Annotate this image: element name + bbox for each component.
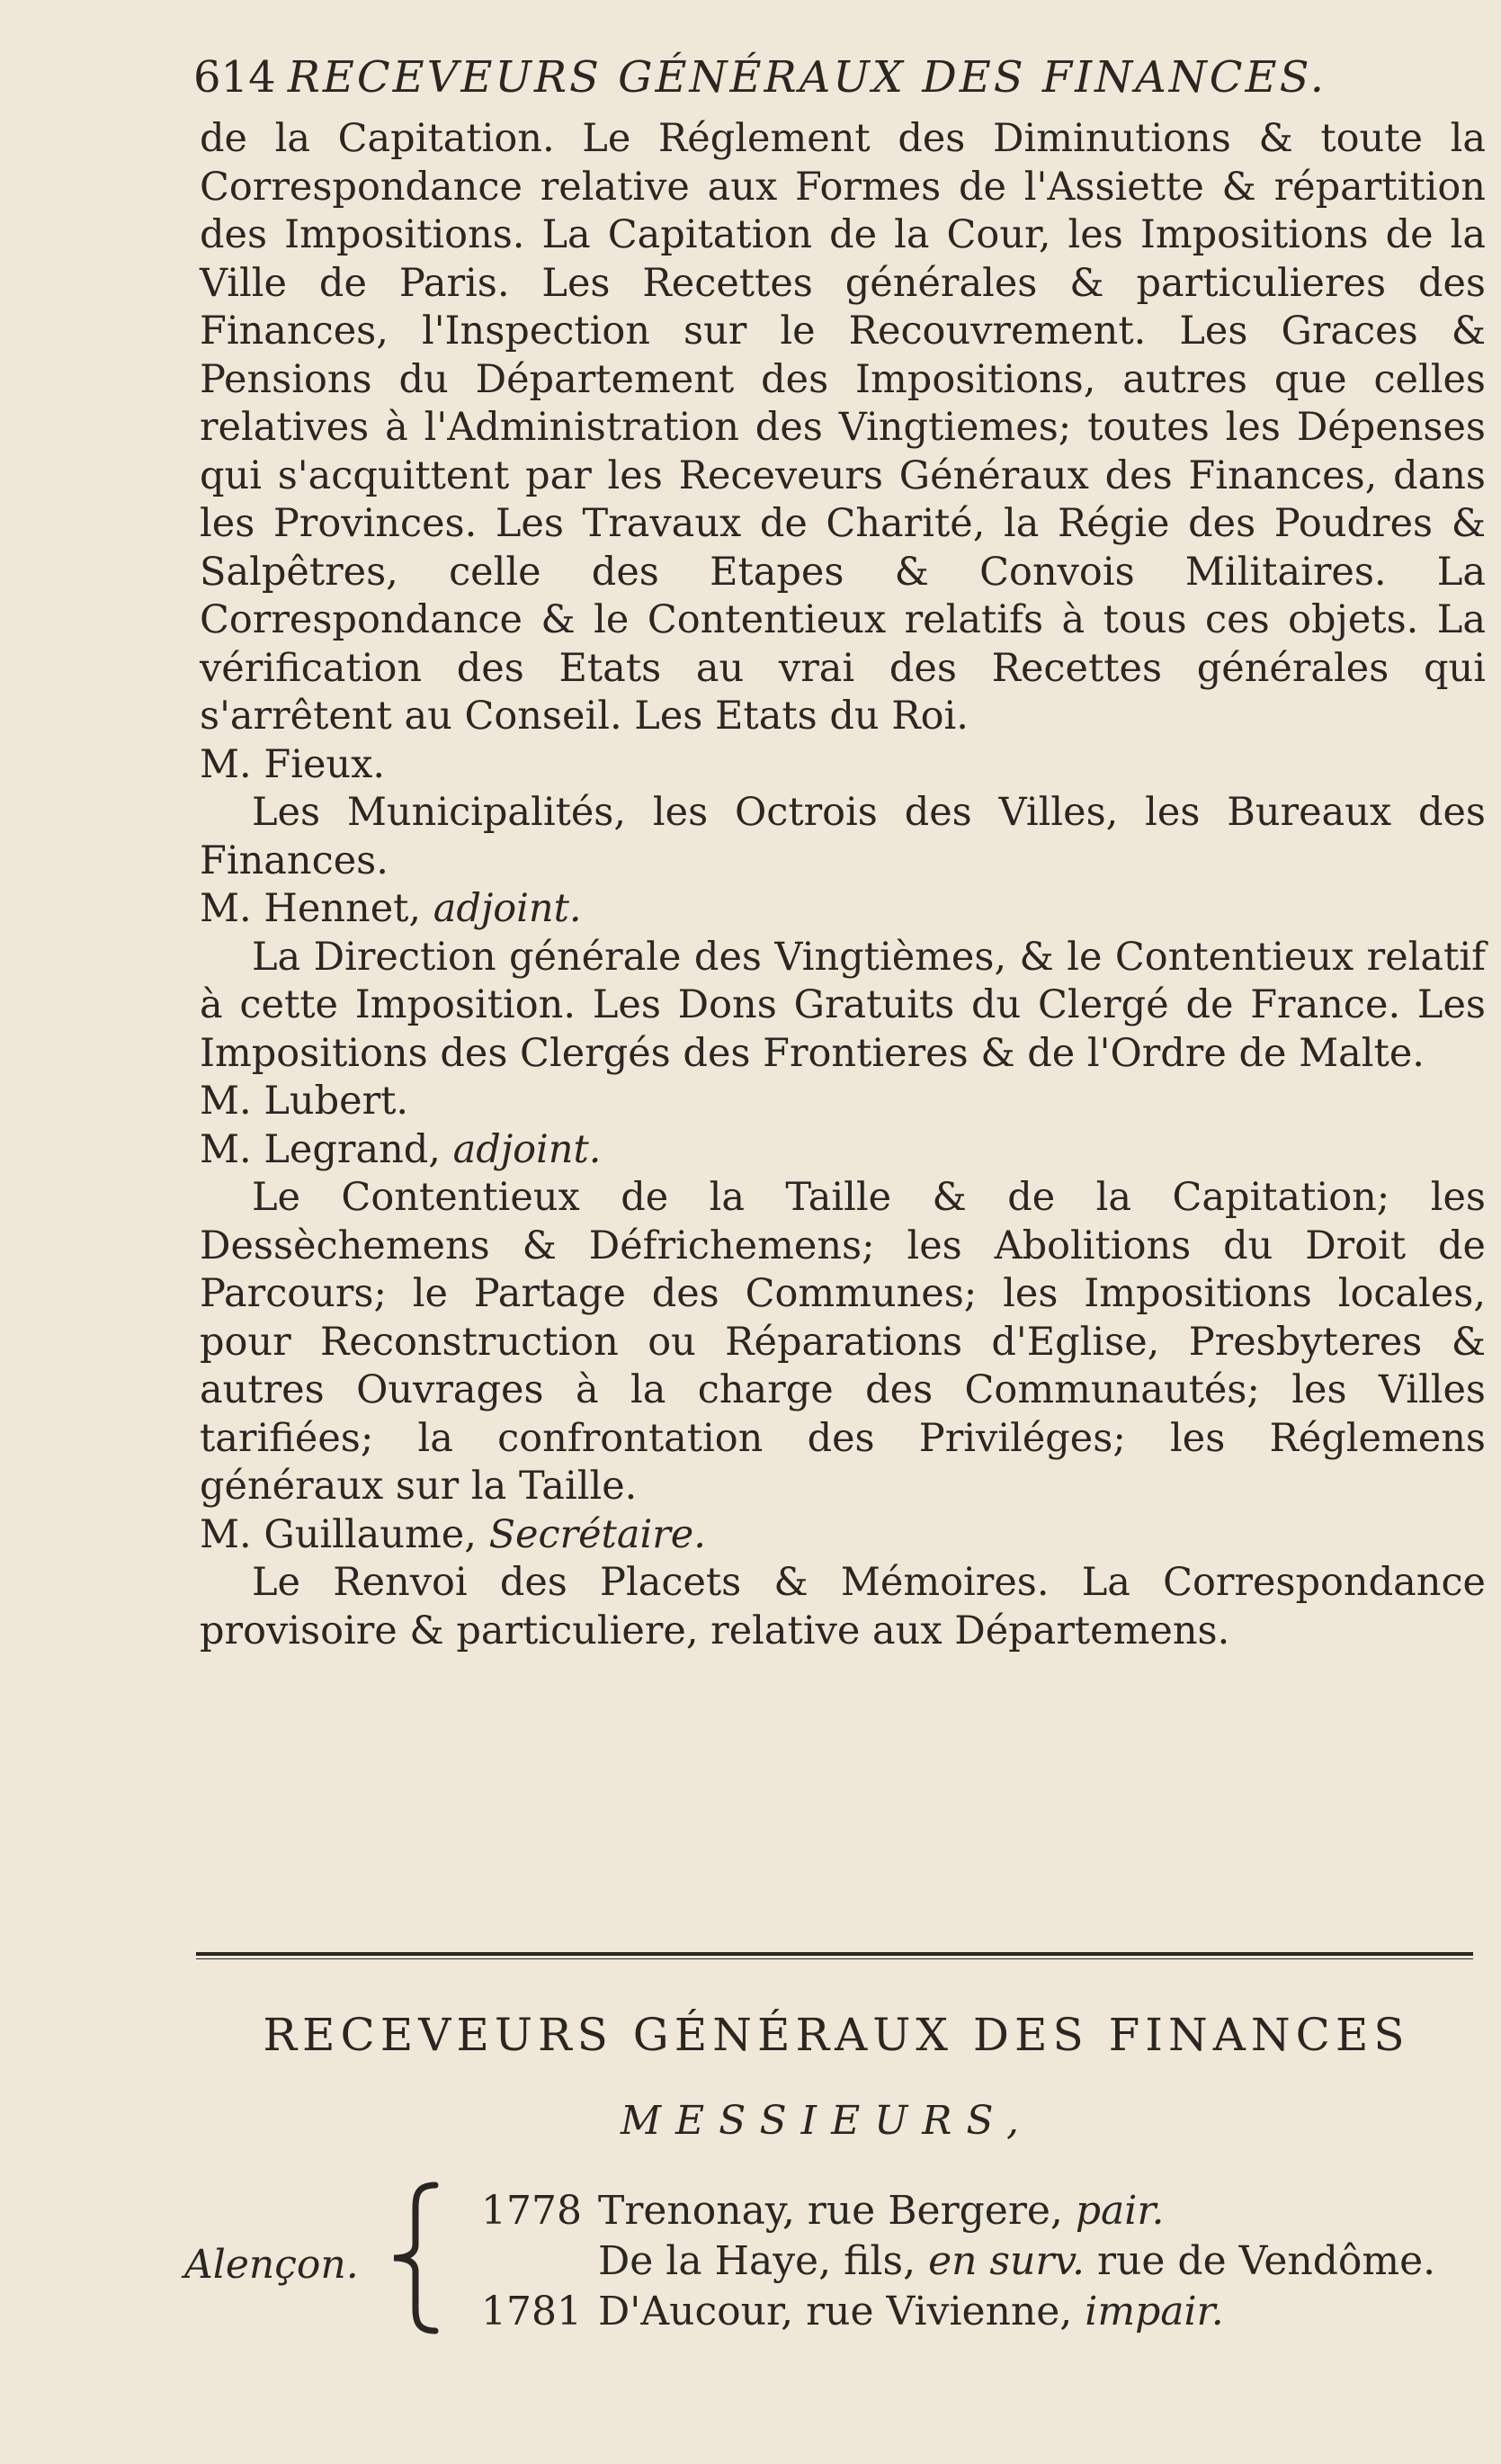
entry-note: en surv.: [928, 2238, 1085, 2284]
running-header: [193, 52, 1327, 103]
official-legrand: [200, 1126, 1486, 1175]
entry-text: D'Aucour, rue Vivienne,: [598, 2289, 1073, 2334]
entry-note: pair.: [1075, 2188, 1165, 2234]
official-name: M. Hennet,: [200, 886, 422, 931]
list-item: [481, 2186, 1435, 2236]
paragraph-taille: Le Contentieux de la Taille & de la Capitation; les Dessèchemens & Défrichemens; les Abolitions du Droit de Parcours; le Partage des Communes; les Impositions locales, pour Reconstruction ou Réparations d'Eglise, Presbyteres & autres Ouvrages à la charge des Communautés; les Villes tarifiées; la confrontation des Priviléges; les Réglemens généraux sur la Taille.: [200, 1175, 1486, 1509]
running-title: RECEVEURS GÉNÉRAUX DES FINANCES.: [287, 52, 1327, 103]
entry-text-continued: rue de Vendôme.: [1097, 2238, 1436, 2284]
receivers-list: [481, 2186, 1435, 2337]
list-item: [481, 2236, 1435, 2287]
entry-text: Trenonay, rue Bergere,: [598, 2188, 1063, 2234]
page-number: 614: [193, 52, 276, 103]
entry-year: 1781: [481, 2289, 582, 2334]
paragraph-vingtiemes: La Direction générale des Vingtièmes, & le Contentieux relatif à cette Imposition. Les Dons Gratuits du Clergé de France. Les Impositions des Clergés des Frontieres & de l'Ordre de Malte.: [200, 934, 1486, 1076]
curly-brace-icon: [389, 2182, 442, 2334]
city-label: Alençon.: [184, 2242, 359, 2288]
official-name: M. Legrand,: [200, 1126, 441, 1172]
official-lubert: M. Lubert.: [200, 1079, 409, 1124]
section-subtitle: MESSIEURS,: [621, 2098, 1033, 2144]
paragraph-capitation: de la Capitation. Le Réglement des Diminutions & toute la Correspondance relative aux Formes de l'Assiette & répartition des Impositions. La Capitation de la Cour, les Impositions de la Ville de Paris. Les Recettes générales & particulieres des Finances, l'Inspection sur le Recouvrement. Les Graces & Pensions du Département des Impositions, autres que celles relatives à l'Administration des Vingtiemes; toutes les Dépenses qui s'acquittent par les Receveurs Généraux des Finances, dans les Provinces. Les Travaux de Charité, la Régie des Poudres & Salpêtres, celle des Etapes & Convois Militaires. La Correspondance & le Contentieux relatifs à tous ces objets. La vérification des Etats au vrai des Recettes générales qui s'arrêtent au Conseil. Les Etats du Roi.: [200, 116, 1486, 739]
official-role: adjoint.: [452, 1126, 602, 1172]
official-role: Secrétaire.: [488, 1511, 706, 1557]
paragraph-renvoi: Le Renvoi des Placets & Mémoires. La Correspondance provisoire & particuliere, relative aux Départemens.: [200, 1560, 1486, 1653]
official-role: adjoint.: [433, 886, 582, 931]
official-fieux: M. Fieux.: [200, 741, 386, 787]
entry-text: De la Haye, fils,: [598, 2238, 916, 2284]
entry-year: 1778: [481, 2188, 582, 2234]
official-hennet: [200, 885, 1486, 934]
body-text: [200, 115, 1486, 1655]
official-guillaume: [200, 1511, 1486, 1560]
list-item: [481, 2287, 1435, 2337]
divider-rule: [196, 1952, 1473, 1956]
entry-note: impair.: [1085, 2289, 1224, 2334]
paragraph-municipalites: Les Municipalités, les Octrois des Villes, les Bureaux des Finances.: [200, 790, 1486, 883]
official-name: M. Guillaume,: [200, 1511, 477, 1557]
divider-rule-thin: [196, 1958, 1473, 1959]
section-title: RECEVEURS GÉNÉRAUX DES FINANCES: [263, 2009, 1410, 2061]
